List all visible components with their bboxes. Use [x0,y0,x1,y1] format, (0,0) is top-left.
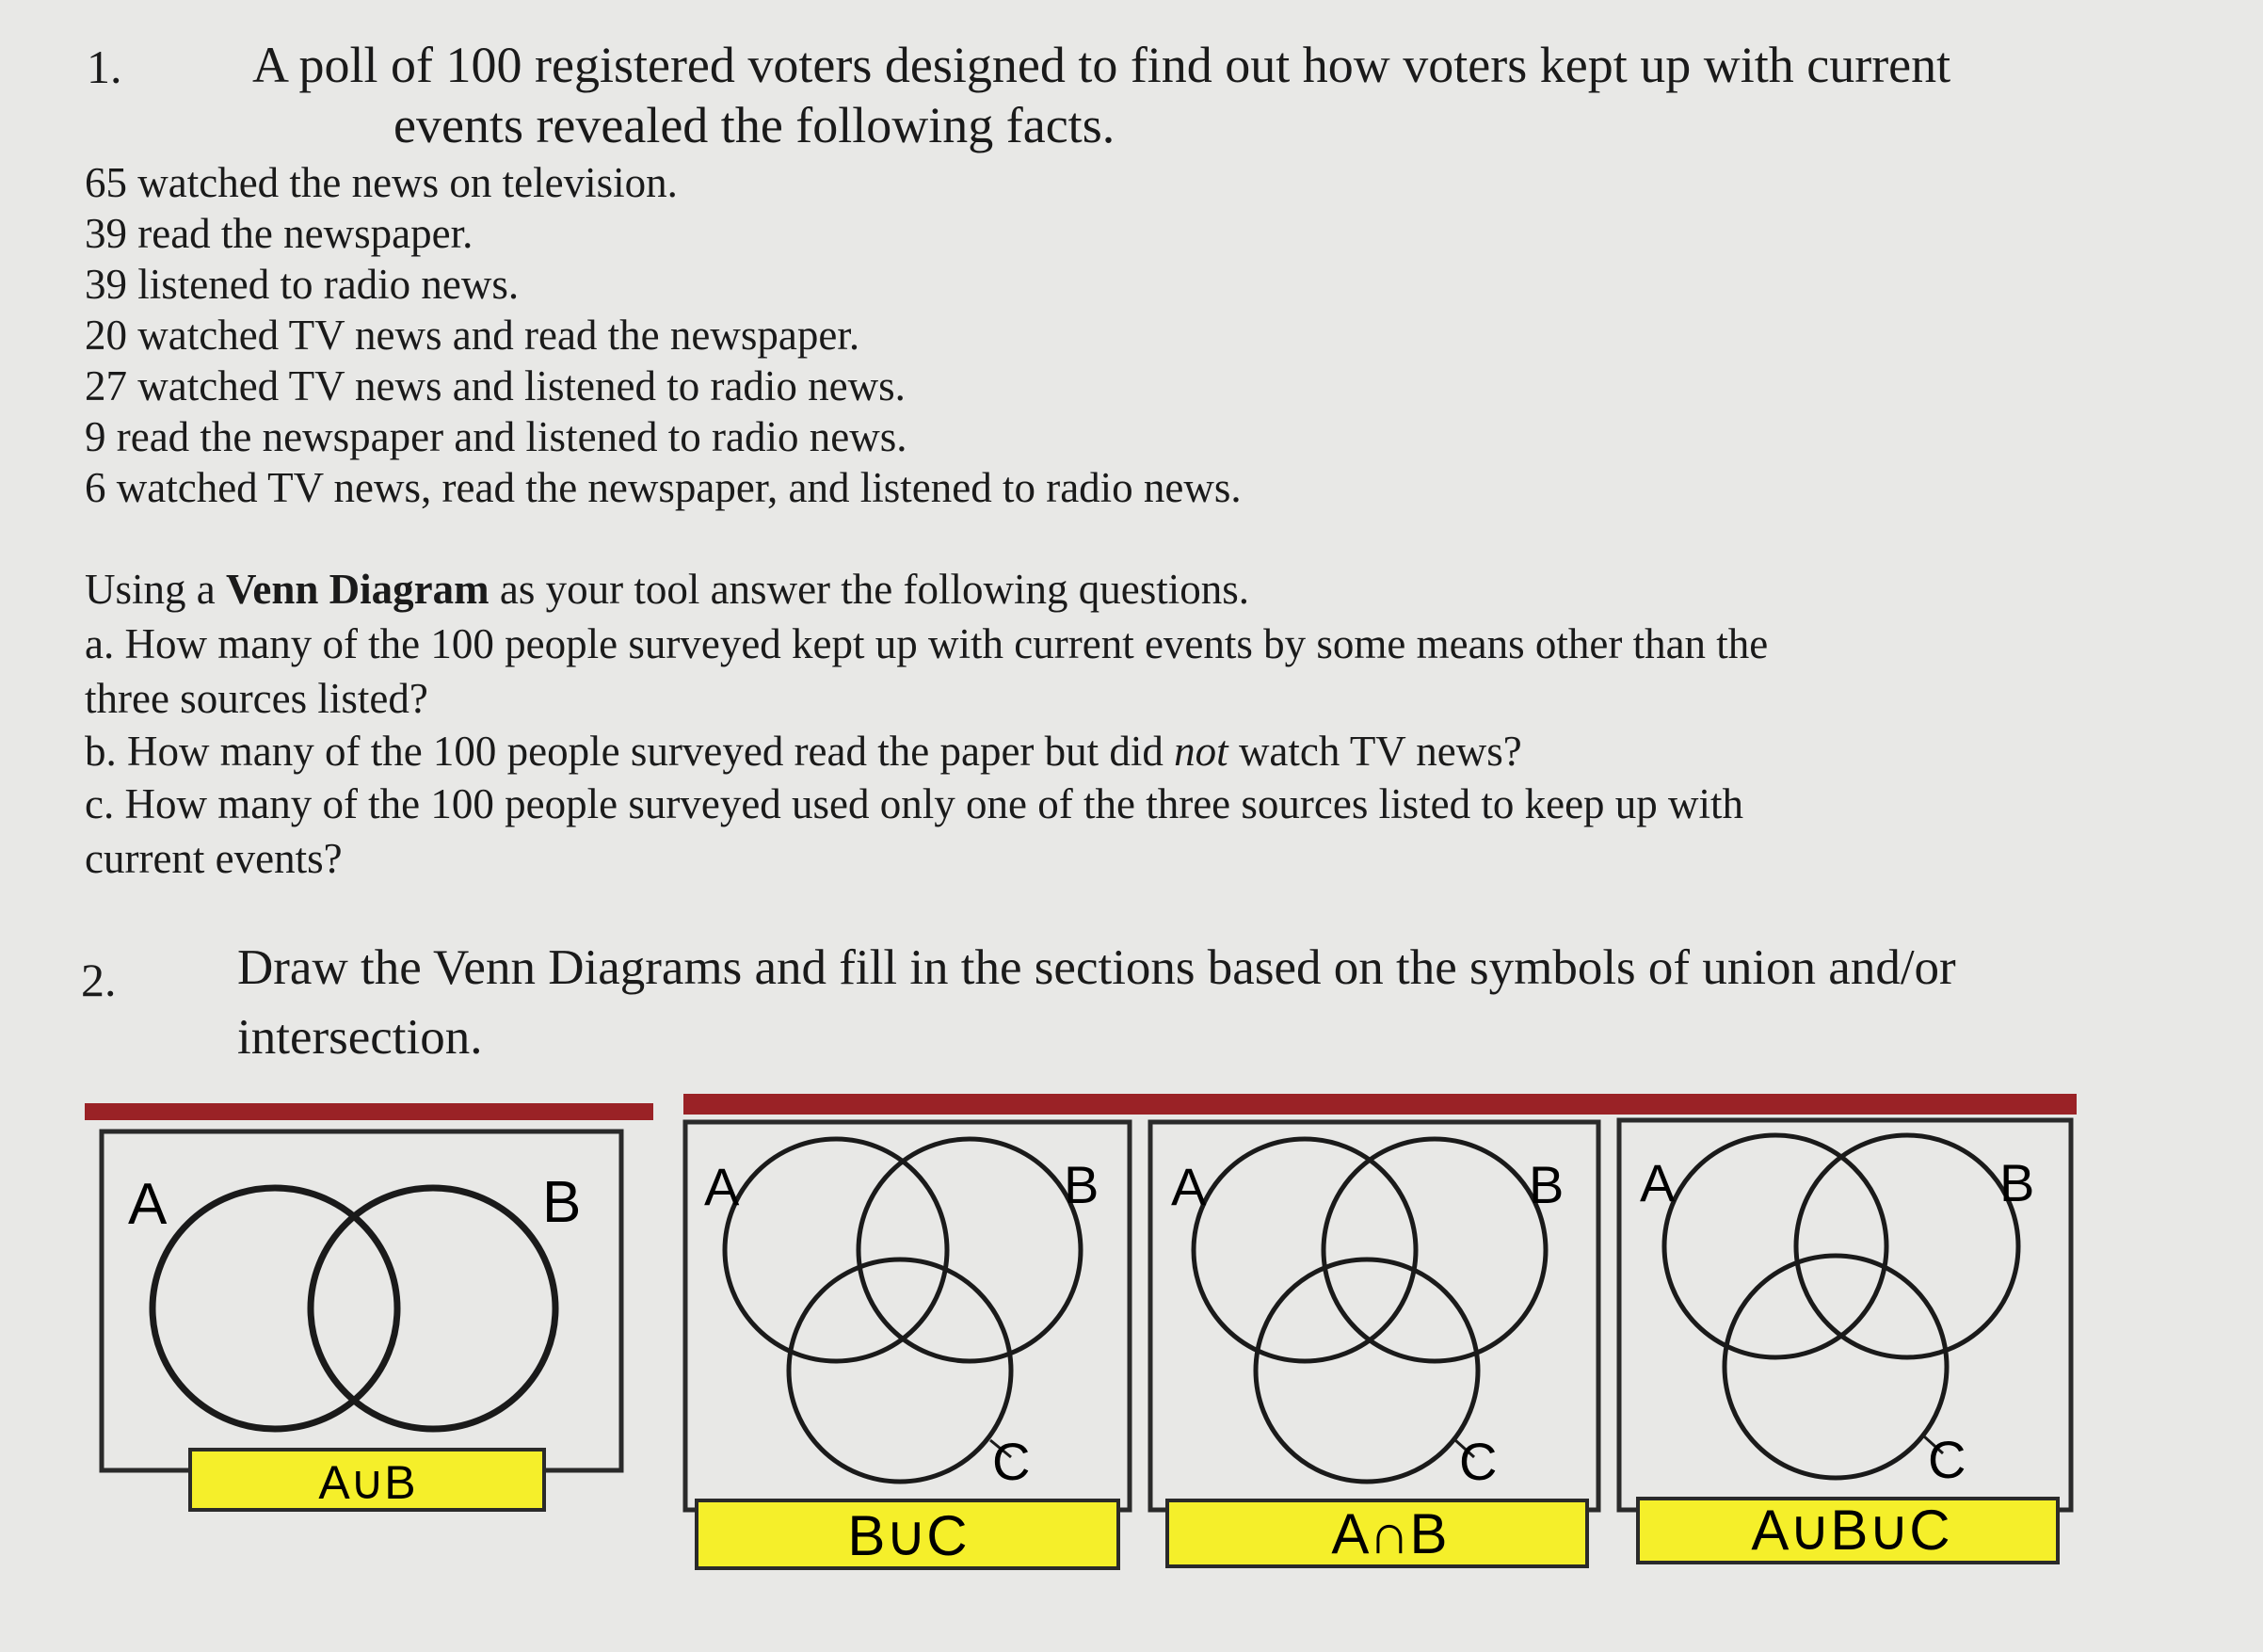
venn-diagram-a-union-b[interactable] [102,1131,621,1510]
venn-diagram-a-intersect-b[interactable] [1150,1122,1598,1566]
set-c-label: C [992,1432,1031,1491]
fact-radio: 39 listened to radio news. [85,261,520,308]
set-c-label: C [1459,1432,1498,1491]
set-c-circle [789,1259,1011,1482]
fact-tv-newspaper: 20 watched TV news and read the newspaper. [85,312,860,359]
set-a-circle [1194,1139,1416,1361]
venn-diagram-a-union-b-union-c[interactable] [1619,1120,2071,1563]
set-b-label: B [1064,1155,1099,1214]
set-b-label: B [1999,1153,2035,1212]
question-1-number: 1. [87,40,122,93]
set-b-circle [1796,1135,2018,1357]
fact-all-three: 6 watched TV news, read the newspaper, and listened to radio news. [85,464,1242,511]
fact-tv-radio: 27 watched TV news and listened to radio news. [85,362,906,409]
venn-diagram-b-union-c[interactable] [685,1122,1130,1568]
question-a-line2: three sources listed? [85,675,428,722]
header-bar-right [683,1094,2077,1115]
set-a-label: A [704,1157,740,1216]
set-b-label: B [1529,1155,1565,1214]
set-a-circle [725,1139,947,1361]
set-a-circle [1664,1135,1886,1357]
set-c-circle [1256,1259,1478,1482]
set-a-circle [152,1188,397,1429]
question-1-title-line2: events revealed the following facts. [393,97,1115,153]
set-a-label: A [1171,1157,1207,1216]
caption-text: A∩B [1331,1502,1448,1565]
instructions: Using a Venn Diagram as your tool answer the following questions. [85,566,1249,613]
caption-text: B∪C [847,1504,968,1567]
caption-text: A∪B∪C [1751,1499,1950,1562]
question-a-line1: a. How many of the 100 people surveyed kept up with current events by some means other than the [85,620,1769,667]
set-b-circle [311,1188,555,1429]
set-c-label: C [1928,1430,1966,1489]
set-a-label: A [1640,1153,1676,1212]
caption-text: A∪B [318,1456,416,1509]
set-b-circle [1324,1139,1546,1361]
question-c-line2: current events? [85,835,343,882]
set-b-label: B [542,1170,582,1235]
question-1-title-line1: A poll of 100 registered voters designed to find out how voters kept up with current [252,37,1951,93]
question-2-title-line2: intersection. [237,1010,483,1065]
fact-newspaper: 39 read the newspaper. [85,210,473,257]
question-2-number: 2. [81,954,117,1006]
question-2-title-line1: Draw the Venn Diagrams and fill in the sections based on the symbols of union and/or [237,940,1956,995]
set-c-circle [1725,1256,1947,1478]
question-b: b. How many of the 100 people surveyed read the paper but did not watch TV news? [85,728,1522,775]
question-c-line1: c. How many of the 100 people surveyed used only one of the three sources listed to keep up with [85,780,1744,827]
set-b-circle [859,1139,1081,1361]
fact-tv: 65 watched the news on television. [85,159,678,206]
header-bar-left [85,1103,653,1120]
set-a-label: A [128,1172,168,1237]
fact-newspaper-radio: 9 read the newspaper and listened to radio news. [85,413,907,460]
